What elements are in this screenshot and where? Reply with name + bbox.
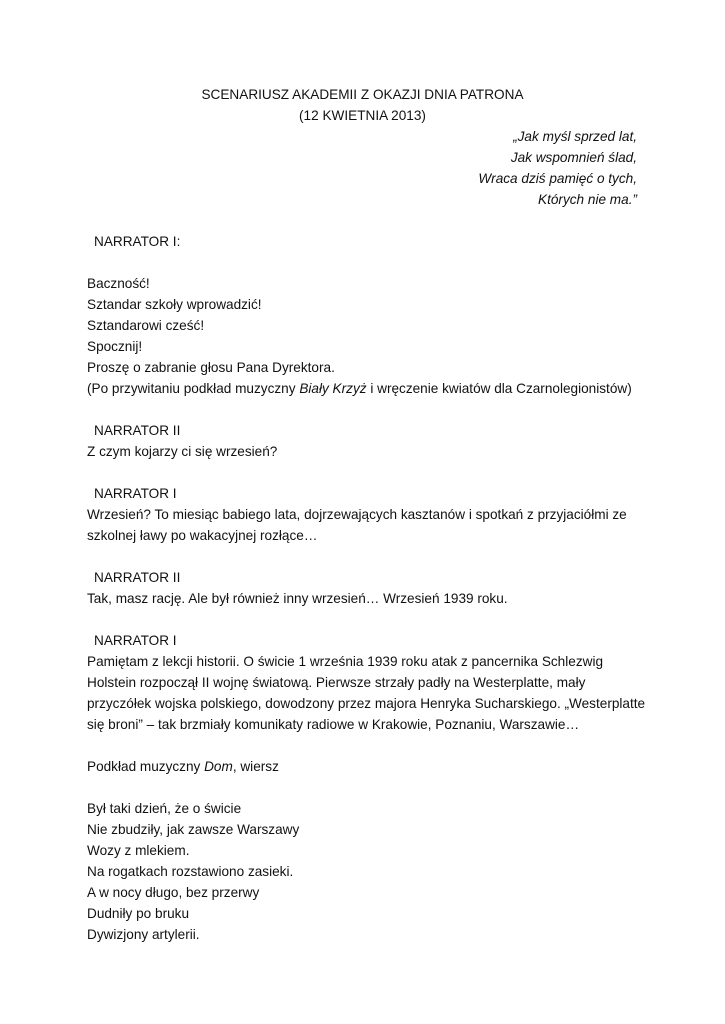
poem-line: Był taki dzień, że o świcie (87, 801, 242, 816)
script-line: Z czym kojarzy ci się wrzesień? (87, 444, 278, 459)
music-cue (87, 756, 279, 777)
script-line: szkolnej ławy po wakacyjnej rozłące… (87, 528, 318, 543)
poem-line: Wozy z mlekiem. (87, 843, 190, 858)
script-line: Baczność! (87, 276, 150, 291)
poem-line: Na rogatkach rozstawiono zasieki. (87, 864, 294, 879)
motto-line: Jak wspomnień ślad, (510, 150, 637, 165)
document-title: SCENARIUSZ AKADEMII Z OKAZJI DNIA PATRONA (201, 87, 524, 102)
poem-line: A w nocy długo, bez przerwy (87, 885, 260, 900)
script-line: przyczółek wojska polskiego, dowodzony przez majora Henryka Sucharskiego. „Westerplatte (87, 696, 646, 711)
script-line: Holstein rozpoczął II wojnę światową. Pierwsze strzały padły na Westerplatte, mały (87, 675, 586, 690)
speaker-label: NARRATOR II (94, 423, 181, 438)
song-title: Dom (204, 759, 233, 774)
document-date: (12 KWIETNIA 2013) (299, 108, 426, 123)
script-line: się broni” – tak brzmiały komunikaty radiowe w Krakowie, Poznaniu, Warszawie… (87, 717, 580, 732)
script-line: Proszę o zabranie głosu Pana Dyrektora. (87, 360, 335, 375)
script-line: Spocznij! (87, 339, 143, 354)
script-line: Sztandarowi cześć! (87, 318, 205, 333)
speaker-label: NARRATOR I: (94, 234, 181, 249)
music-cue-text: Podkład muzyczny (87, 759, 205, 774)
speaker-label: NARRATOR I (94, 486, 177, 501)
speaker-label: NARRATOR II (94, 570, 181, 585)
stage-direction-text: (Po przywitaniu podkład muzyczny (87, 381, 300, 396)
speaker-label: NARRATOR I (94, 633, 177, 648)
script-line: Tak, masz rację. Ale był również inny wrzesień… Wrzesień 1939 roku. (87, 591, 508, 606)
motto-line: Wraca dziś pamięć o tych, (478, 171, 637, 186)
music-cue-text: , wiersz (232, 759, 279, 774)
stage-direction (87, 378, 632, 399)
stage-direction-text: i wręczenie kwiatów dla Czarnolegionistów) (366, 381, 632, 396)
poem-line: Nie zbudziły, jak zawsze Warszawy (87, 822, 300, 837)
motto-line: „Jak myśl sprzed lat, (513, 129, 637, 144)
poem-line: Dywizjony artylerii. (87, 927, 200, 942)
song-title: Biały Krzyż (299, 381, 367, 396)
script-line: Sztandar szkoły wprowadzić! (87, 297, 262, 312)
script-line: Wrzesień? To miesiąc babiego lata, dojrzewających kasztanów i spotkań z przyjaciółmi ze (87, 507, 627, 522)
poem-line: Dudniły po bruku (87, 906, 190, 921)
script-line: Pamiętam z lekcji historii. O świcie 1 września 1939 roku atak z pancernika Schlezwig (87, 654, 604, 669)
motto-line: Których nie ma.” (538, 192, 637, 207)
